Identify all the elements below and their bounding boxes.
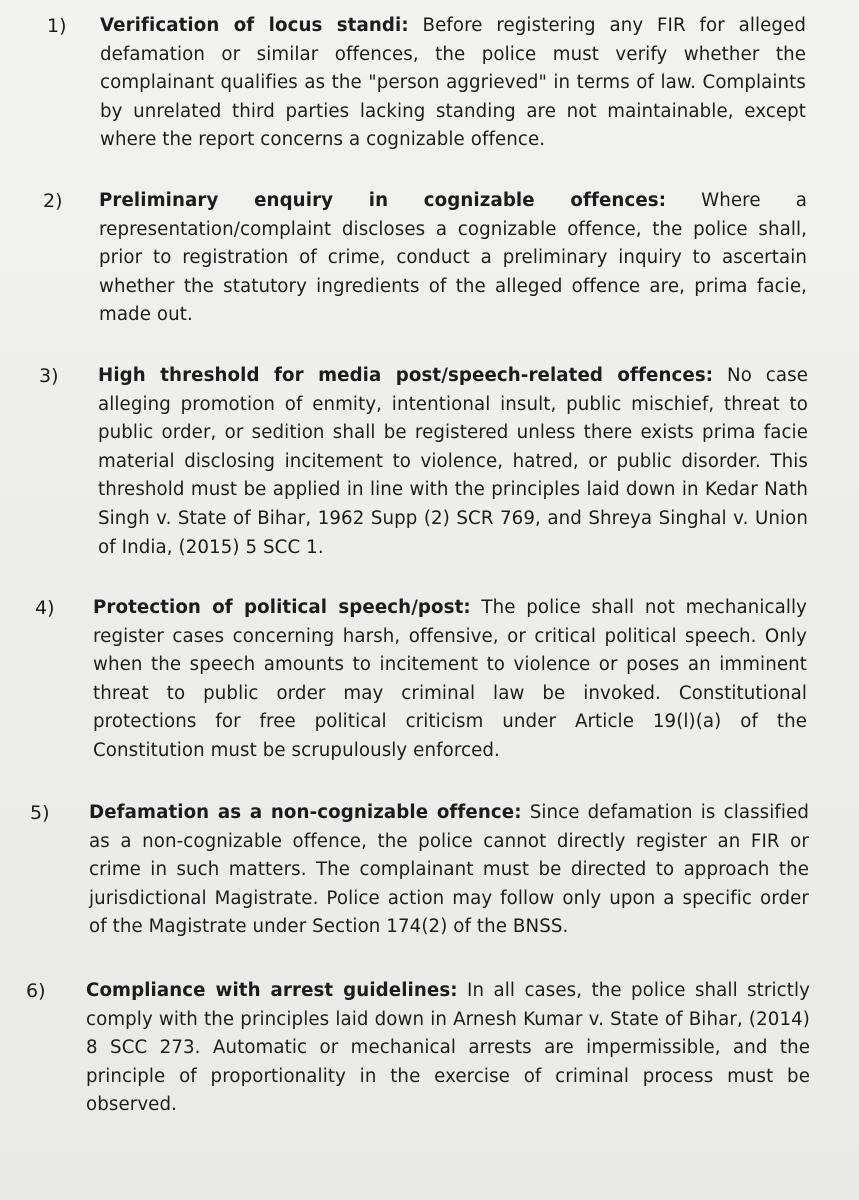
clause-number: 1): [47, 15, 67, 37]
clause-number: 5): [30, 802, 50, 824]
clause-heading: Verification of locus standi:: [100, 15, 409, 36]
clause-body: [93, 594, 807, 766]
clause-number: 6): [26, 980, 46, 1002]
clause-text: Before registering any FIR for alleged defamation or similar offences, the police must verify whether the complainant qualifies as the "person aggrieved" in terms of law. Complaints by unrelated third parties lacking standing are not maintainable, except where the report concerns a cognizable offence.: [100, 15, 806, 151]
clause-heading: Preliminary enquiry in cognizable offences:: [99, 190, 667, 211]
clause-heading: Compliance with arrest guidelines:: [86, 980, 458, 1001]
clause-text: In all cases, the police shall strictly comply with the principles laid down in Arnesh Kumar v. State of Bihar, (2014) 8 SCC 273. Automatic or mechanical arrests are impermissible, and the principle of proportionality in the exercise of criminal process must be observed.: [86, 980, 810, 1116]
clause-number: 4): [35, 597, 55, 619]
clause-text: No case alleging promotion of enmity, intentional insult, public mischief, threat to public order, or sedition shall be registered unless there exists prima facie material disclosing incitement to violence, hatred, or public disorder. This threshold must be applied in line with the principles laid down in Kedar Nath Singh v. State of Bihar, 1962 Supp (2) SCR 769, and Shreya Singhal v. Union of India, (2015) 5 SCC 1.: [98, 365, 809, 558]
clause-text: Where a representation/complaint discloses a cognizable offence, the police shall, prior to registration of crime, conduct a preliminary inquiry to ascertain whether the statutory ingredients of the alleged offence are, prima facie, made out.: [99, 190, 807, 326]
clause-body: [86, 977, 810, 1120]
clause-body: [89, 799, 809, 942]
clause-heading: High threshold for media post/speech-related offences:: [98, 365, 714, 386]
clause-heading: Defamation as a non-cognizable offence:: [89, 802, 522, 823]
clause-heading: Protection of political speech/post:: [93, 597, 471, 618]
clause-text: Since defamation is classified as a non-cognizable offence, the police cannot directly register an FIR or crime in such matters. The complainant must be directed to approach the jurisdictional Magistrate. Police action may follow only upon a specific order of the Magistrate under Section 174(2) of the BNSS.: [89, 802, 809, 938]
clause-number: 2): [43, 190, 63, 212]
clause-body: [98, 362, 808, 562]
clause-number: 3): [39, 365, 59, 387]
clause-body: [99, 187, 807, 330]
clause-body: [100, 12, 806, 155]
clause-text: The police shall not mechanically register cases concerning harsh, offensive, or critical political speech. Only when the speech amounts to incitement to violence or poses an imminent threat to public order may criminal law be invoked. Constitutional protections for free political criticism under Article 19(l)(a) of the Constitution must be scrupulously enforced.: [93, 597, 808, 761]
